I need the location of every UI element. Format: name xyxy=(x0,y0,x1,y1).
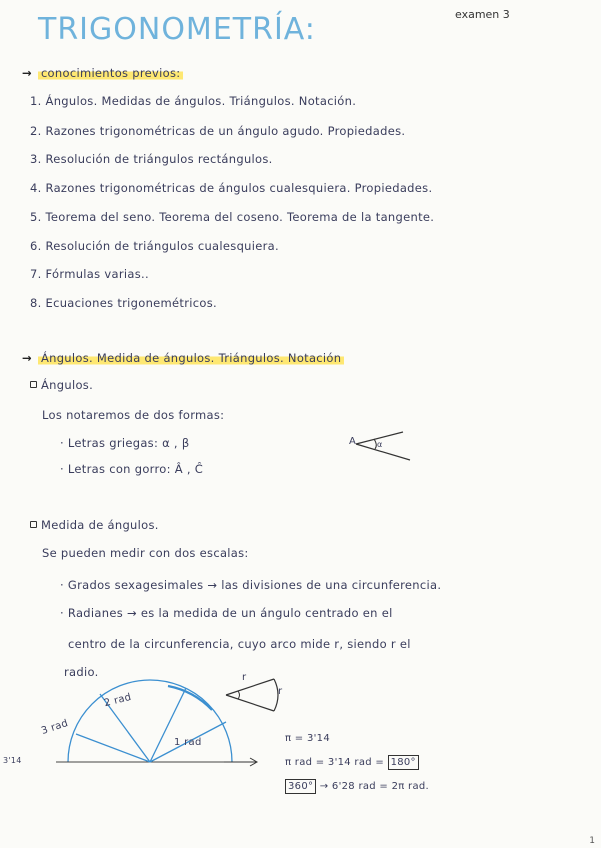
arrow-icon: → xyxy=(22,351,32,365)
arrow-icon xyxy=(222,757,262,767)
medida-title: Medida de ángulos. xyxy=(41,518,159,532)
formula-180-box: 180° xyxy=(388,755,419,770)
section1-heading: conocimientos previos: xyxy=(38,66,184,80)
formula-pi-rad: π rad = 3'14 rad = xyxy=(285,757,388,768)
wedge-arc-label: r xyxy=(278,686,283,697)
circle-label-2rad: 2 rad xyxy=(103,691,133,710)
list-item: 1. Ángulos. Medidas de ángulos. Triángulos. Notación. xyxy=(30,94,357,108)
medida-title-line xyxy=(30,518,159,532)
page-number: 1 xyxy=(589,836,595,846)
section2-heading: Ángulos. Medida de ángulos. Triángulos. Notación xyxy=(38,351,344,365)
medida-radianes-1: · Radianes → es la medida de un ángulo centrado en el xyxy=(60,606,393,620)
angulos-title: Ángulos. xyxy=(41,378,94,392)
angle-diagram xyxy=(348,430,418,470)
radian-circle-diagram xyxy=(36,691,236,834)
medida-radianes-2: centro de la circunferencia, cuyo arco mide r, siendo r el xyxy=(68,637,411,651)
list-item: 8. Ecuaciones trigonemétricos. xyxy=(30,296,217,310)
formula-pi-rad-line xyxy=(285,755,419,770)
angulos-greek: · Letras griegas: α , β xyxy=(60,436,190,450)
circle-label-3rad: 3 rad xyxy=(39,717,70,738)
exam-label: examen 3 xyxy=(455,8,510,21)
section1-heading-line xyxy=(22,66,183,80)
angulos-title-line xyxy=(30,378,93,392)
angulos-hat: · Letras con gorro: Â , Ĉ xyxy=(60,462,204,476)
list-item: 2. Razones trigonométricas de un ángulo agudo. Propiedades. xyxy=(30,124,406,138)
list-item: 3. Resolución de triángulos rectángulos. xyxy=(30,152,273,166)
square-bullet-icon xyxy=(30,521,37,528)
section2-heading-line xyxy=(22,351,344,365)
wedge-radius-label: r xyxy=(242,672,247,683)
formula-360-box: 360° xyxy=(285,779,316,794)
square-bullet-icon xyxy=(30,381,37,388)
medida-intro: Se pueden medir con dos escalas: xyxy=(42,546,249,560)
list-item: 5. Teorema del seno. Teorema del coseno. Teorema de la tangente. xyxy=(30,210,435,224)
arrow-icon: → xyxy=(22,66,32,80)
list-item: 4. Razones trigonométricas de ángulos cualesquiera. Propiedades. xyxy=(30,181,433,195)
medida-radianes-3: radio. xyxy=(64,665,99,679)
formula-pi: π = 3'14 xyxy=(285,733,330,744)
page-title: TRIGONOMETRÍA: xyxy=(38,12,316,47)
list-item: 7. Fórmulas varias.. xyxy=(30,267,149,281)
angle-alpha-label: α xyxy=(377,440,383,449)
list-item: 6. Resolución de triángulos cualesquiera. xyxy=(30,239,279,253)
angulos-intro: Los notaremos de dos formas: xyxy=(42,408,225,422)
formula-360-rest: → 6'28 rad = 2π rad. xyxy=(316,781,429,792)
angle-vertex-label: A xyxy=(349,436,357,447)
circle-label-314: 3'14 xyxy=(3,756,22,765)
formula-360-line xyxy=(285,779,429,794)
circle-label-1rad: 1 rad xyxy=(174,737,202,748)
medida-grados: · Grados sexagesimales → las divisiones de una circunferencia. xyxy=(60,578,442,592)
